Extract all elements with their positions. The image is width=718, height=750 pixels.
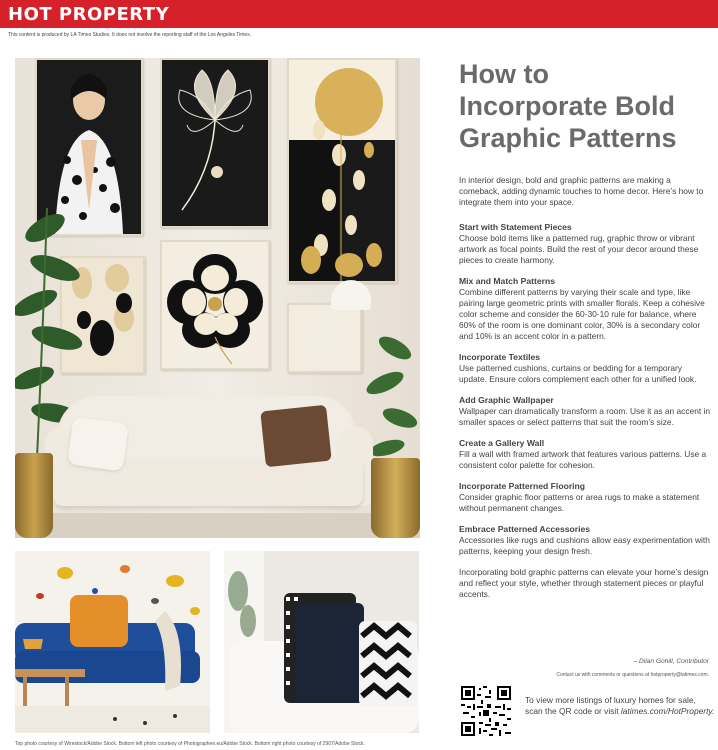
art-frame-small xyxy=(287,303,362,373)
gold-planter-left xyxy=(15,453,53,538)
qr-code-icon[interactable] xyxy=(461,686,511,736)
section-textiles xyxy=(459,352,711,385)
section-statement-pieces xyxy=(459,222,711,266)
main-living-room-photo xyxy=(15,58,420,538)
art-frame-black-flower xyxy=(160,240,270,370)
article-sections xyxy=(459,222,711,600)
section-gallery-wall xyxy=(459,438,711,471)
art-frame-gold-leaves xyxy=(287,58,397,283)
title-line-3: Graphic Patterns xyxy=(459,123,677,153)
listings-cta xyxy=(525,695,715,717)
byline: – Dilan Gohill, Contributor xyxy=(633,658,709,665)
header-banner xyxy=(0,0,718,28)
section-heading: Add Graphic Wallpaper xyxy=(459,395,554,405)
section-mix-match xyxy=(459,276,711,342)
photo-blue-sofa xyxy=(15,551,210,733)
photo-patterned-pillows xyxy=(224,551,419,733)
section-heading: Start with Statement Pieces xyxy=(459,222,572,232)
art-frame-flower-sketch xyxy=(160,58,270,228)
cta-text: To view more listings of luxury homes for sale, scan the QR code or visit xyxy=(525,695,696,716)
pillow-brown xyxy=(260,405,331,468)
section-heading: Incorporate Patterned Flooring xyxy=(459,481,586,491)
article-closing: Incorporating bold graphic patterns can elevate your home’s design and reflect your style, whether through statement pieces or playful accents. xyxy=(459,567,709,599)
disclaimer: This content is produced by LA Times Studios. It does not involve the reporting staff of the Los Angeles Times. xyxy=(8,32,252,38)
plant-right xyxy=(365,328,420,463)
section-heading: Incorporate Textiles xyxy=(459,352,541,362)
cta-link[interactable]: latimes.com/HotProperty. xyxy=(620,706,715,716)
section-flooring xyxy=(459,481,711,514)
section-body: Wallpaper can dramatically transform a room. Use it as an accent in smaller spaces or select patterns that suit the room’s size. xyxy=(459,406,711,427)
title-line-1: How to xyxy=(459,59,549,89)
section-heading: Create a Gallery Wall xyxy=(459,438,545,448)
pillow-white xyxy=(67,416,129,471)
section-wallpaper xyxy=(459,395,711,428)
section-accessories xyxy=(459,524,711,557)
contact-line: Contact us with comments or questions at hotproperty@latimes.com. xyxy=(556,672,709,678)
photo-floor xyxy=(15,513,420,538)
title-line-2: Incorporate Bold xyxy=(459,91,676,121)
section-body: Use patterned cushions, curtains or bedding for a temporary update. Ensure colors complement each other for a unified look. xyxy=(459,363,697,384)
section-body: Accessories like rugs and cushions allow easy experimentation with patterns, keeping your design fresh. xyxy=(459,535,710,556)
section-body: Combine different patterns by varying their scale and type, like pairing large geometric prints with smaller florals. Keep a cohesive color scheme and consider the 60-30-10 rule for balance, where 60% of the room is one dominant color, 30% is a secondary color and 10% is an accent color in a pattern. xyxy=(459,287,705,341)
section-body: Choose bold items like a patterned rug, graphic throw or vibrant artwork as focal points. Build the rest of your decor around these pieces to create harmony. xyxy=(459,233,699,265)
gold-planter-right xyxy=(371,458,420,538)
section-body: Consider graphic floor patterns or area rugs to make a statement without permanent changes. xyxy=(459,492,700,513)
article-title xyxy=(459,58,709,154)
photo-credits: Top photo courtesy of Wirestock/Adobe Stock. Bottom left photo courtesy of Photographee.eu/Adobe Stock. Bottom right photo courtesy of 2907/Adobe Stock. xyxy=(15,741,365,747)
banner-title: HOT PROPERTY xyxy=(8,4,170,25)
section-heading: Embrace Patterned Accessories xyxy=(459,524,591,534)
article-intro: In interior design, bold and graphic patterns are making a comeback, adding dynamic touches to home decor. Here’s how to integrate them into your space. xyxy=(459,175,704,207)
section-heading: Mix and Match Patterns xyxy=(459,276,555,286)
section-body: Fill a wall with framed artwork that features various patterns. Use a consistent color palette for cohesion. xyxy=(459,449,707,470)
